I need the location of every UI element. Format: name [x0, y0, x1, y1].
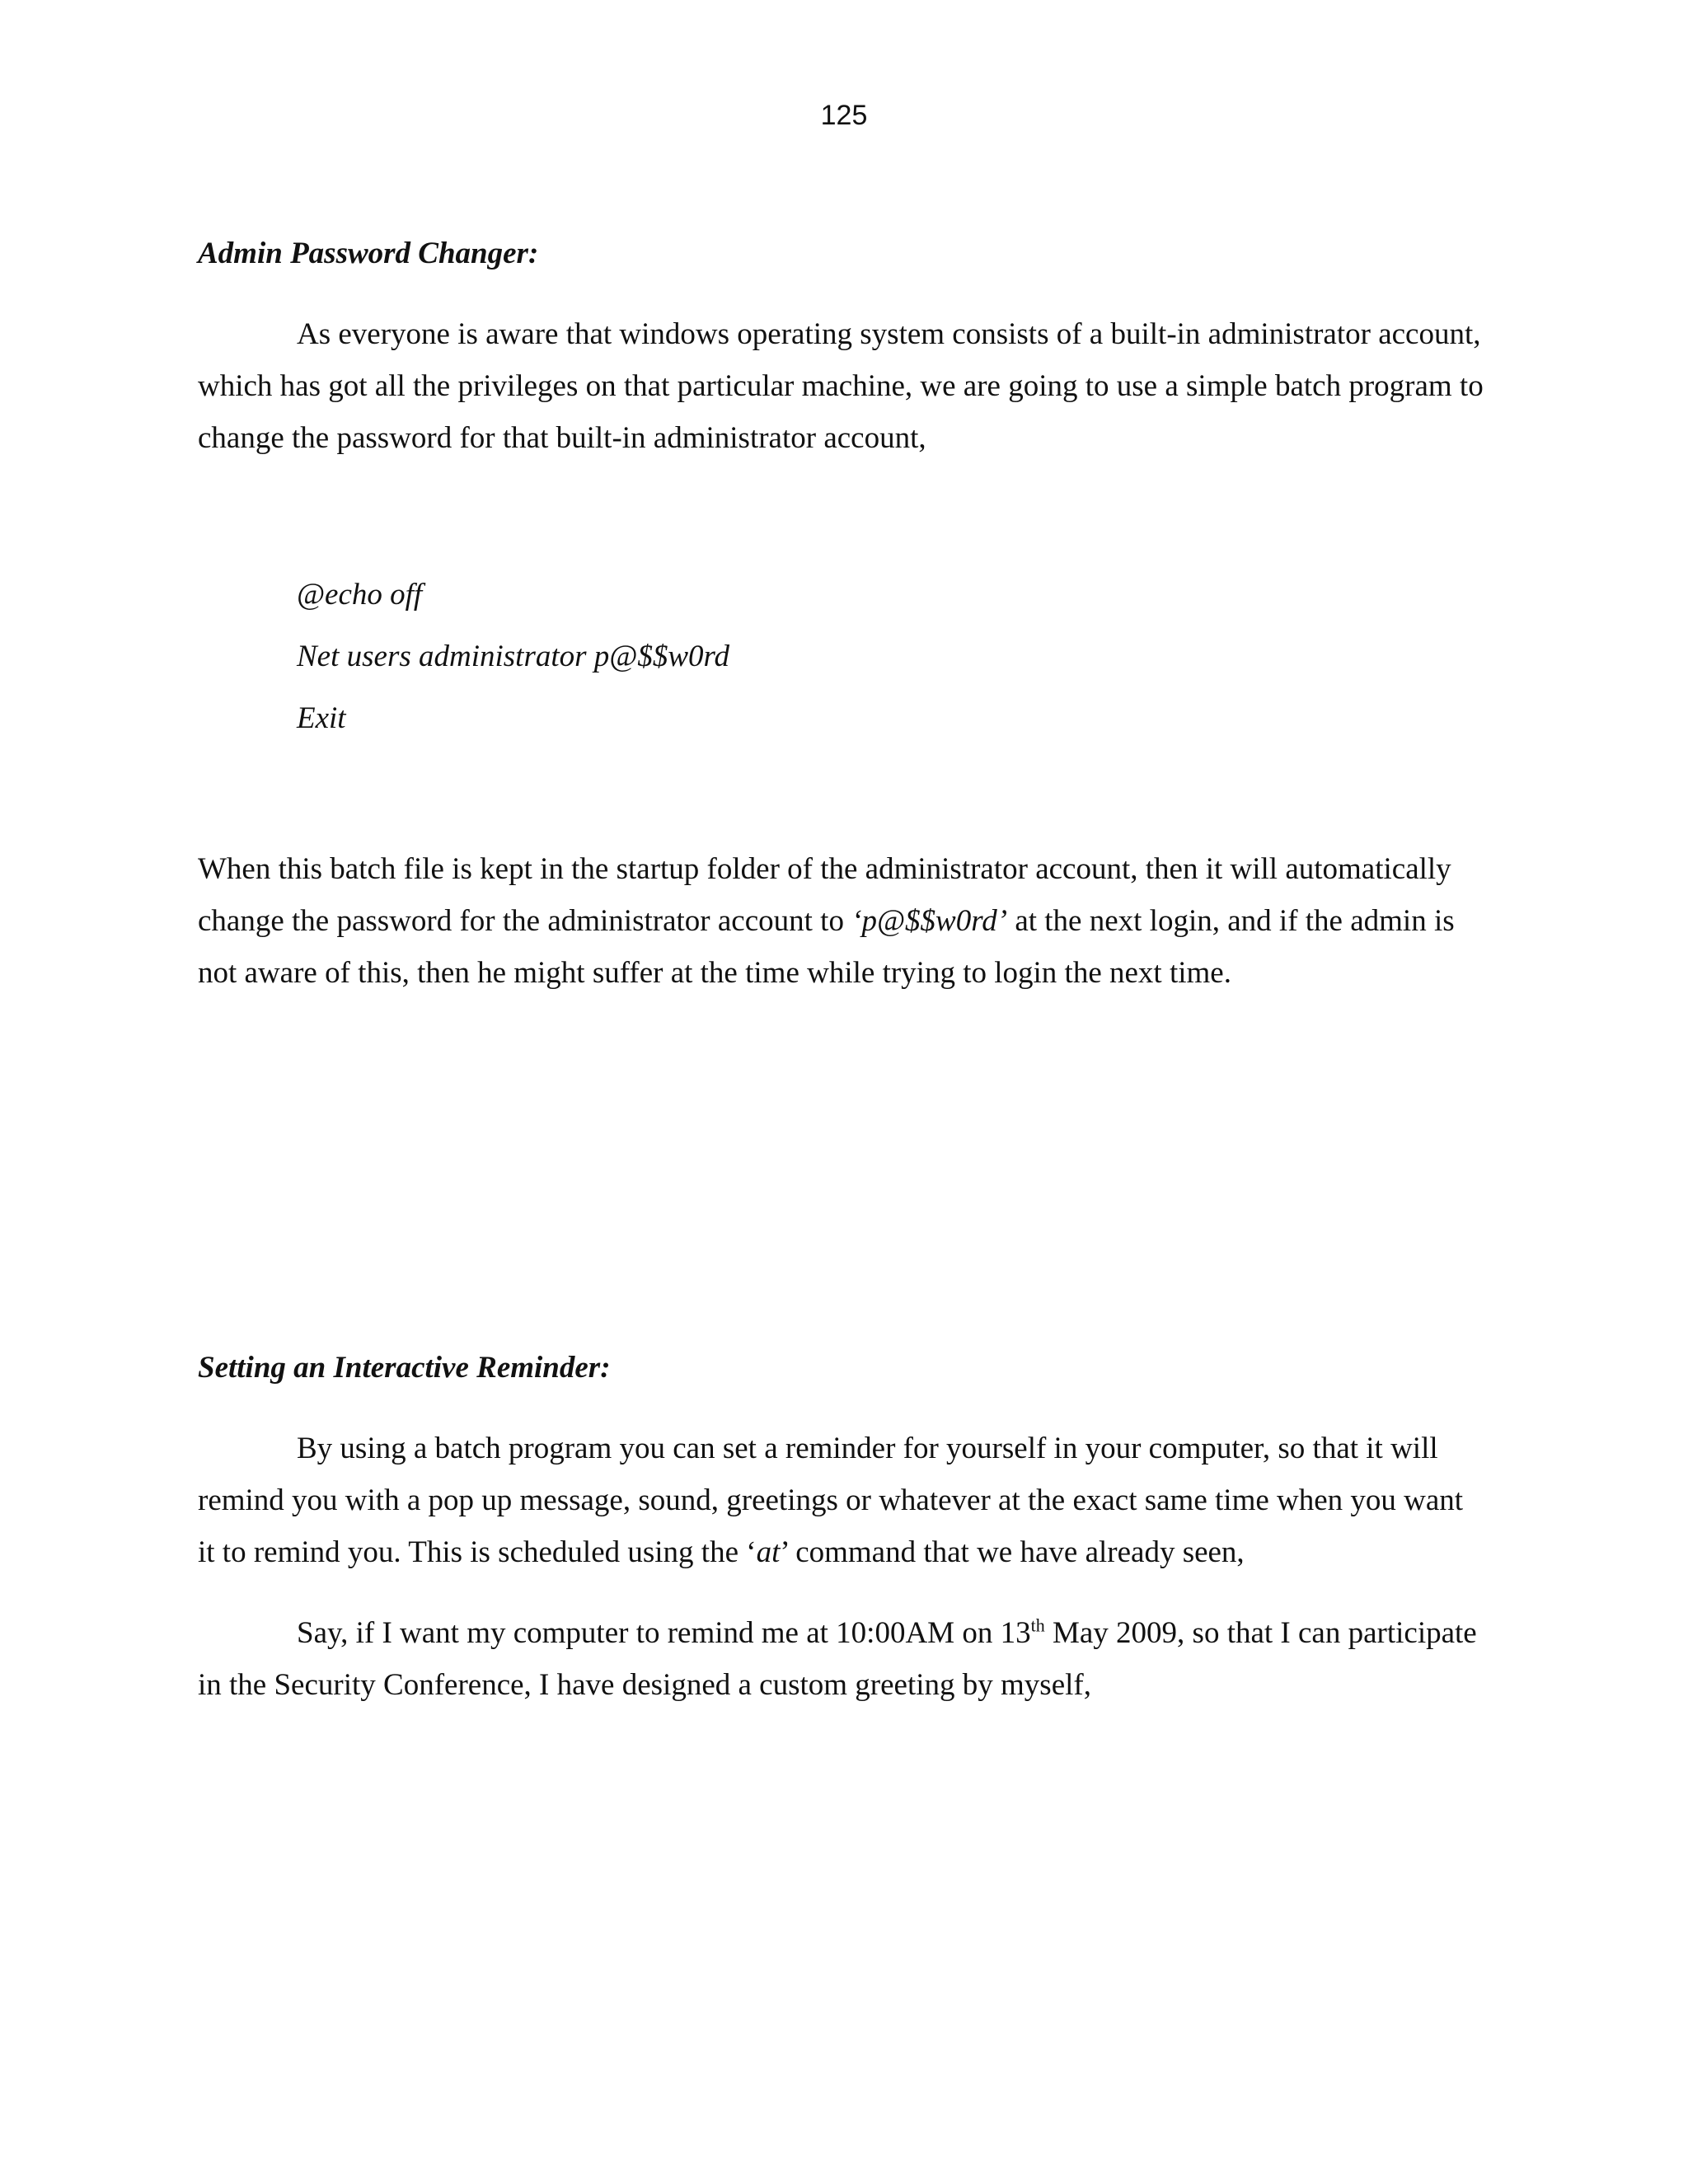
- paragraph-reminder-example: [198, 1607, 1484, 1711]
- reminder-intro-text-before: By using a batch program you can set a reminder for yourself in your computer, so that it will remind you with a pop up message, sound, greetings or whatever at the exact same time when you want it to remind you. This is scheduled using the ‘: [198, 1432, 1464, 1569]
- code-line-3: Exit: [297, 701, 346, 735]
- page-number: 125: [820, 100, 868, 131]
- code-line-1: @echo off: [297, 578, 423, 612]
- paragraph-reminder-intro: [198, 1422, 1484, 1578]
- paragraph-admin-intro: As everyone is aware that windows operating system consists of a built-in administrator account, which has got all the privileges on that particular machine, we are going to use a simple batch program to change the password for that built-in administrator account,: [198, 317, 1484, 455]
- password-literal: ‘p@$$w0rd’: [851, 904, 1008, 938]
- batch-startup-text-before: When this batch file is kept in the startup folder of the administrator account, then it will automatically change the password for the administrator account to: [198, 852, 1451, 938]
- reminder-example-text-before: Say, if I want my computer to remind me at 10:00AM on 13: [297, 1616, 1031, 1650]
- batch-startup-text-after: at the next login, and if the admin is not aware of this, then he might suffer at the time while trying to login the next time.: [198, 904, 1455, 990]
- ordinal-suffix: th: [1030, 1615, 1045, 1636]
- section-heading-interactive-reminder: Setting an Interactive Reminder:: [198, 1351, 611, 1385]
- paragraph-batch-startup: [198, 843, 1484, 999]
- section-heading-admin-password-changer: Admin Password Changer:: [198, 237, 539, 270]
- reminder-intro-text-after: ’ command that we have already seen,: [780, 1535, 1245, 1569]
- code-line-2: Net users administrator p@$$w0rd: [297, 640, 730, 673]
- at-command-literal: at: [756, 1535, 781, 1569]
- reminder-example-text-after: May 2009, so that I can participate in the Security Conference, I have designed a custom greeting by myself,: [198, 1616, 1477, 1702]
